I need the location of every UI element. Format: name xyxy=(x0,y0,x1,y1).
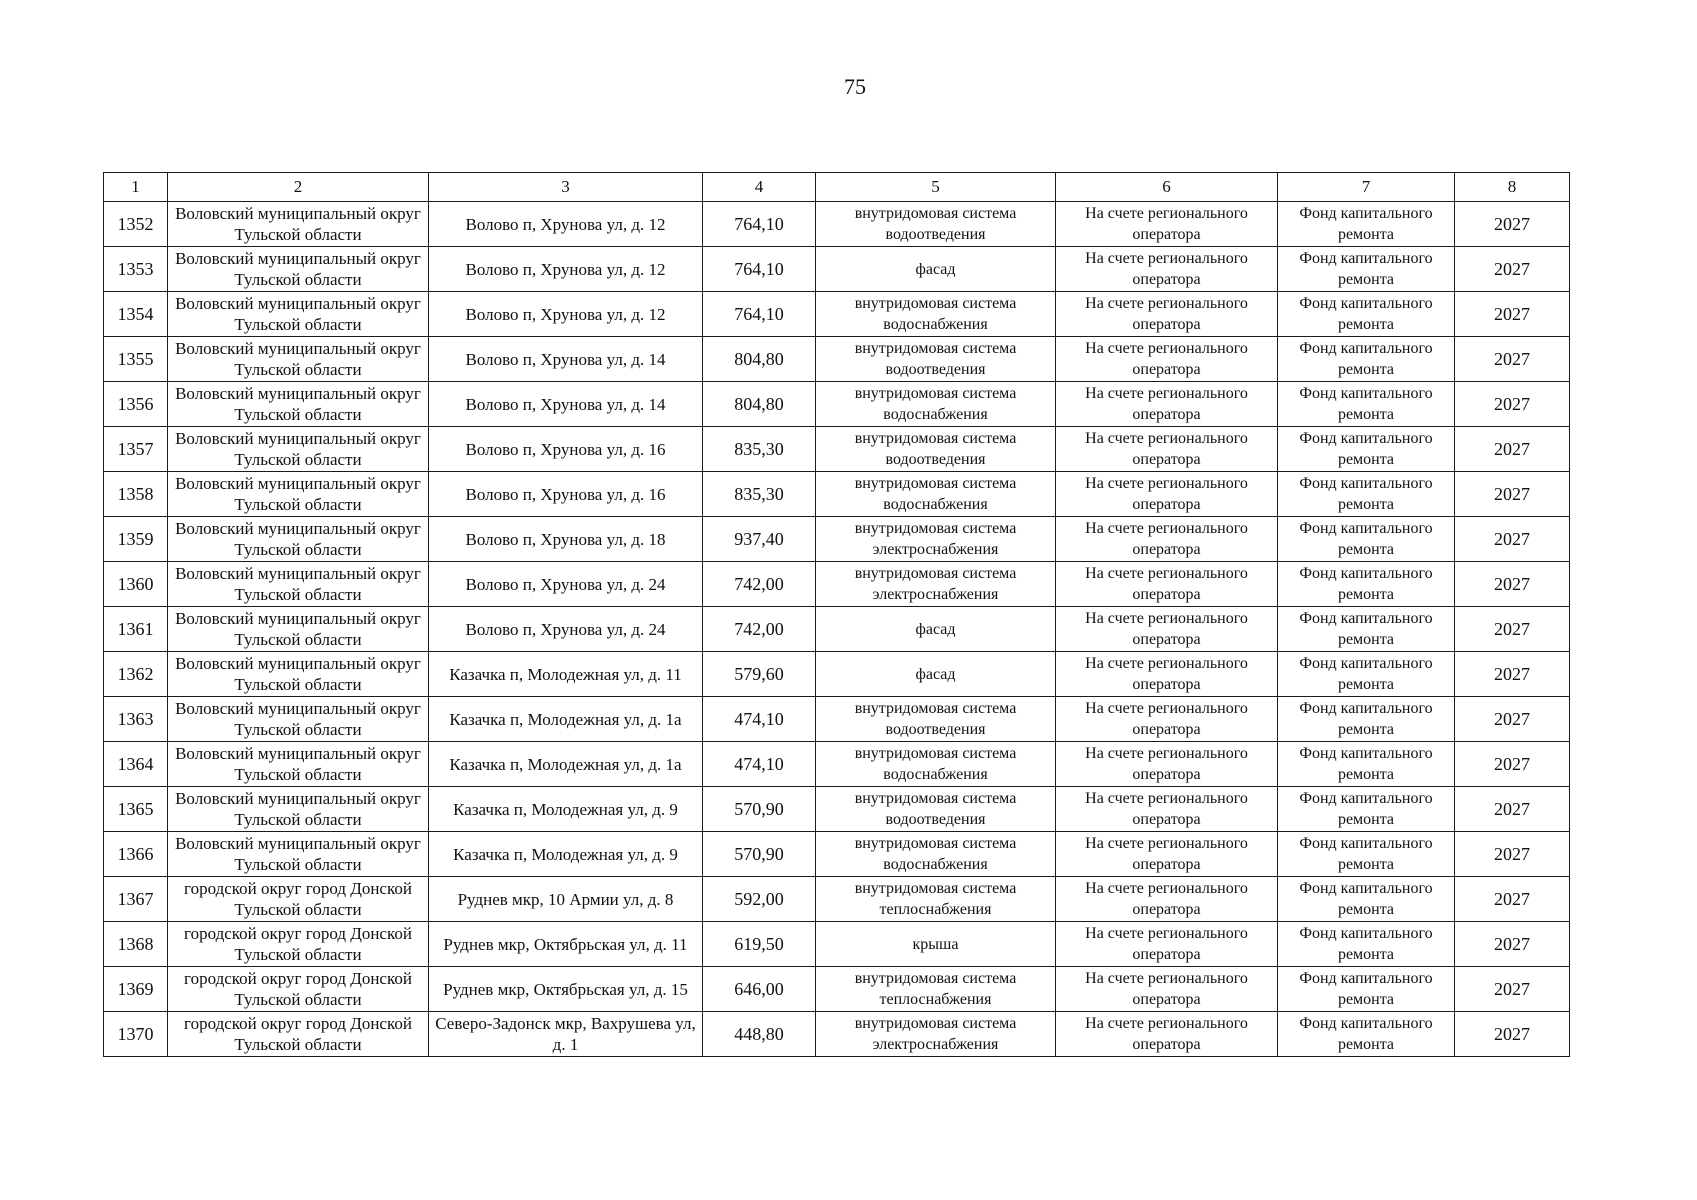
address-cell: Волово п, Хрунова ул, д. 12 xyxy=(429,247,703,292)
year-cell: 2027 xyxy=(1455,922,1570,967)
account-cell: На счете регионального оператора xyxy=(1056,202,1278,247)
address-cell: Руднев мкр, Октябрьская ул, д. 11 xyxy=(429,922,703,967)
area-cell: 570,90 xyxy=(703,832,816,877)
account-cell: На счете регионального оператора xyxy=(1056,742,1278,787)
area-cell: 619,50 xyxy=(703,922,816,967)
area-cell: 835,30 xyxy=(703,427,816,472)
row-number: 1365 xyxy=(104,787,168,832)
account-cell: На счете регионального оператора xyxy=(1056,1012,1278,1057)
area-cell: 592,00 xyxy=(703,877,816,922)
row-number: 1359 xyxy=(104,517,168,562)
funding-source-cell: Фонд капитального ремонта xyxy=(1278,337,1455,382)
row-number: 1360 xyxy=(104,562,168,607)
account-cell: На счете регионального оператора xyxy=(1056,922,1278,967)
funding-source-cell: Фонд капитального ремонта xyxy=(1278,787,1455,832)
account-cell: На счете регионального оператора xyxy=(1056,607,1278,652)
row-number: 1363 xyxy=(104,697,168,742)
municipality-cell: Воловский муниципальный округ Тульской области xyxy=(168,382,429,427)
municipality-cell: Воловский муниципальный округ Тульской области xyxy=(168,652,429,697)
address-cell: Казачка п, Молодежная ул, д. 9 xyxy=(429,787,703,832)
table-row xyxy=(104,292,1570,337)
column-header: 8 xyxy=(1455,173,1570,202)
account-cell: На счете регионального оператора xyxy=(1056,247,1278,292)
work-type-cell: внутридомовая система теплоснабжения xyxy=(816,967,1056,1012)
column-header: 2 xyxy=(168,173,429,202)
municipality-cell: Воловский муниципальный округ Тульской области xyxy=(168,202,429,247)
table-row xyxy=(104,382,1570,427)
year-cell: 2027 xyxy=(1455,562,1570,607)
area-cell: 937,40 xyxy=(703,517,816,562)
funding-source-cell: Фонд капитального ремонта xyxy=(1278,292,1455,337)
column-header: 3 xyxy=(429,173,703,202)
work-type-cell: внутридомовая система водоотведения xyxy=(816,697,1056,742)
year-cell: 2027 xyxy=(1455,742,1570,787)
address-cell: Волово п, Хрунова ул, д. 12 xyxy=(429,202,703,247)
column-header: 5 xyxy=(816,173,1056,202)
year-cell: 2027 xyxy=(1455,337,1570,382)
work-type-cell: фасад xyxy=(816,247,1056,292)
work-type-cell: внутридомовая система водоснабжения xyxy=(816,382,1056,427)
funding-source-cell: Фонд капитального ремонта xyxy=(1278,247,1455,292)
funding-source-cell: Фонд капитального ремонта xyxy=(1278,832,1455,877)
table-row xyxy=(104,832,1570,877)
funding-source-cell: Фонд капитального ремонта xyxy=(1278,202,1455,247)
row-number: 1361 xyxy=(104,607,168,652)
table-row xyxy=(104,967,1570,1012)
area-cell: 646,00 xyxy=(703,967,816,1012)
funding-source-cell: Фонд капитального ремонта xyxy=(1278,652,1455,697)
row-number: 1367 xyxy=(104,877,168,922)
area-cell: 570,90 xyxy=(703,787,816,832)
year-cell: 2027 xyxy=(1455,787,1570,832)
municipality-cell: Воловский муниципальный округ Тульской области xyxy=(168,337,429,382)
table-row xyxy=(104,202,1570,247)
table-row xyxy=(104,922,1570,967)
work-type-cell: фасад xyxy=(816,652,1056,697)
account-cell: На счете регионального оператора xyxy=(1056,472,1278,517)
table-row xyxy=(104,337,1570,382)
account-cell: На счете регионального оператора xyxy=(1056,337,1278,382)
column-header: 7 xyxy=(1278,173,1455,202)
address-cell: Руднев мкр, Октябрьская ул, д. 15 xyxy=(429,967,703,1012)
account-cell: На счете регионального оператора xyxy=(1056,967,1278,1012)
municipality-cell: Воловский муниципальный округ Тульской области xyxy=(168,562,429,607)
table-header-row xyxy=(104,173,1570,202)
municipality-cell: Воловский муниципальный округ Тульской области xyxy=(168,607,429,652)
table-row xyxy=(104,427,1570,472)
area-cell: 764,10 xyxy=(703,202,816,247)
year-cell: 2027 xyxy=(1455,517,1570,562)
column-header: 1 xyxy=(104,173,168,202)
area-cell: 474,10 xyxy=(703,742,816,787)
work-type-cell: внутридомовая система водоотведения xyxy=(816,787,1056,832)
address-cell: Волово п, Хрунова ул, д. 14 xyxy=(429,337,703,382)
work-type-cell: внутридомовая система водоснабжения xyxy=(816,472,1056,517)
work-type-cell: внутридомовая система водоотведения xyxy=(816,337,1056,382)
work-type-cell: внутридомовая система водоснабжения xyxy=(816,832,1056,877)
address-cell: Волово п, Хрунова ул, д. 24 xyxy=(429,607,703,652)
funding-source-cell: Фонд капитального ремонта xyxy=(1278,1012,1455,1057)
funding-source-cell: Фонд капитального ремонта xyxy=(1278,517,1455,562)
account-cell: На счете регионального оператора xyxy=(1056,832,1278,877)
work-type-cell: внутридомовая система электроснабжения xyxy=(816,517,1056,562)
row-number: 1358 xyxy=(104,472,168,517)
municipality-cell: Воловский муниципальный округ Тульской области xyxy=(168,787,429,832)
row-number: 1356 xyxy=(104,382,168,427)
funding-source-cell: Фонд капитального ремонта xyxy=(1278,967,1455,1012)
funding-source-cell: Фонд капитального ремонта xyxy=(1278,877,1455,922)
table-row xyxy=(104,652,1570,697)
municipality-cell: городской округ город Донской Тульской области xyxy=(168,967,429,1012)
year-cell: 2027 xyxy=(1455,292,1570,337)
funding-source-cell: Фонд капитального ремонта xyxy=(1278,562,1455,607)
year-cell: 2027 xyxy=(1455,652,1570,697)
year-cell: 2027 xyxy=(1455,202,1570,247)
area-cell: 448,80 xyxy=(703,1012,816,1057)
address-cell: Руднев мкр, 10 Армии ул, д. 8 xyxy=(429,877,703,922)
municipality-cell: городской округ город Донской Тульской области xyxy=(168,922,429,967)
funding-source-cell: Фонд капитального ремонта xyxy=(1278,472,1455,517)
row-number: 1357 xyxy=(104,427,168,472)
municipality-cell: Воловский муниципальный округ Тульской области xyxy=(168,517,429,562)
address-cell: Волово п, Хрунова ул, д. 24 xyxy=(429,562,703,607)
account-cell: На счете регионального оператора xyxy=(1056,427,1278,472)
row-number: 1353 xyxy=(104,247,168,292)
area-cell: 742,00 xyxy=(703,607,816,652)
work-type-cell: внутридомовая система водоотведения xyxy=(816,202,1056,247)
work-type-cell: внутридомовая система теплоснабжения xyxy=(816,877,1056,922)
work-type-cell: крыша xyxy=(816,922,1056,967)
column-header: 4 xyxy=(703,173,816,202)
row-number: 1368 xyxy=(104,922,168,967)
municipality-cell: Воловский муниципальный округ Тульской области xyxy=(168,427,429,472)
area-cell: 742,00 xyxy=(703,562,816,607)
funding-source-cell: Фонд капитального ремонта xyxy=(1278,697,1455,742)
work-type-cell: внутридомовая система электроснабжения xyxy=(816,1012,1056,1057)
address-cell: Волово п, Хрунова ул, д. 18 xyxy=(429,517,703,562)
address-cell: Казачка п, Молодежная ул, д. 1а xyxy=(429,697,703,742)
year-cell: 2027 xyxy=(1455,607,1570,652)
account-cell: На счете регионального оператора xyxy=(1056,382,1278,427)
account-cell: На счете регионального оператора xyxy=(1056,292,1278,337)
address-cell: Казачка п, Молодежная ул, д. 9 xyxy=(429,832,703,877)
area-cell: 804,80 xyxy=(703,382,816,427)
account-cell: На счете регионального оператора xyxy=(1056,787,1278,832)
address-cell: Северо-Задонск мкр, Вахрушева ул, д. 1 xyxy=(429,1012,703,1057)
account-cell: На счете регионального оператора xyxy=(1056,652,1278,697)
year-cell: 2027 xyxy=(1455,472,1570,517)
row-number: 1354 xyxy=(104,292,168,337)
year-cell: 2027 xyxy=(1455,877,1570,922)
table-row xyxy=(104,607,1570,652)
row-number: 1370 xyxy=(104,1012,168,1057)
table-row xyxy=(104,1012,1570,1057)
address-cell: Казачка п, Молодежная ул, д. 11 xyxy=(429,652,703,697)
funding-source-cell: Фонд капитального ремонта xyxy=(1278,922,1455,967)
work-type-cell: внутридомовая система водоснабжения xyxy=(816,742,1056,787)
area-cell: 474,10 xyxy=(703,697,816,742)
row-number: 1369 xyxy=(104,967,168,1012)
municipality-cell: Воловский муниципальный округ Тульской области xyxy=(168,472,429,517)
funding-source-cell: Фонд капитального ремонта xyxy=(1278,607,1455,652)
year-cell: 2027 xyxy=(1455,967,1570,1012)
year-cell: 2027 xyxy=(1455,1012,1570,1057)
area-cell: 835,30 xyxy=(703,472,816,517)
address-cell: Казачка п, Молодежная ул, д. 1а xyxy=(429,742,703,787)
account-cell: На счете регионального оператора xyxy=(1056,697,1278,742)
work-type-cell: внутридомовая система электроснабжения xyxy=(816,562,1056,607)
municipality-cell: городской округ город Донской Тульской области xyxy=(168,877,429,922)
row-number: 1352 xyxy=(104,202,168,247)
account-cell: На счете регионального оператора xyxy=(1056,877,1278,922)
municipality-cell: Воловский муниципальный округ Тульской области xyxy=(168,832,429,877)
table-row xyxy=(104,562,1570,607)
work-type-cell: фасад xyxy=(816,607,1056,652)
work-type-cell: внутридомовая система водоснабжения xyxy=(816,292,1056,337)
year-cell: 2027 xyxy=(1455,832,1570,877)
area-cell: 804,80 xyxy=(703,337,816,382)
area-cell: 764,10 xyxy=(703,247,816,292)
funding-source-cell: Фонд капитального ремонта xyxy=(1278,382,1455,427)
table-row xyxy=(104,877,1570,922)
municipality-cell: Воловский муниципальный округ Тульской области xyxy=(168,247,429,292)
area-cell: 579,60 xyxy=(703,652,816,697)
page-number: 75 xyxy=(844,74,866,99)
address-cell: Волово п, Хрунова ул, д. 16 xyxy=(429,427,703,472)
funding-source-cell: Фонд капитального ремонта xyxy=(1278,427,1455,472)
year-cell: 2027 xyxy=(1455,247,1570,292)
account-cell: На счете регионального оператора xyxy=(1056,562,1278,607)
work-type-cell: внутридомовая система водоотведения xyxy=(816,427,1056,472)
row-number: 1364 xyxy=(104,742,168,787)
table-row xyxy=(104,517,1570,562)
area-cell: 764,10 xyxy=(703,292,816,337)
column-header: 6 xyxy=(1056,173,1278,202)
address-cell: Волово п, Хрунова ул, д. 12 xyxy=(429,292,703,337)
municipality-cell: Воловский муниципальный округ Тульской области xyxy=(168,742,429,787)
funding-source-cell: Фонд капитального ремонта xyxy=(1278,742,1455,787)
row-number: 1362 xyxy=(104,652,168,697)
account-cell: На счете регионального оператора xyxy=(1056,517,1278,562)
year-cell: 2027 xyxy=(1455,382,1570,427)
address-cell: Волово п, Хрунова ул, д. 14 xyxy=(429,382,703,427)
year-cell: 2027 xyxy=(1455,427,1570,472)
row-number: 1355 xyxy=(104,337,168,382)
capital-repair-table xyxy=(103,172,1570,1057)
table-row xyxy=(104,787,1570,832)
year-cell: 2027 xyxy=(1455,697,1570,742)
row-number: 1366 xyxy=(104,832,168,877)
municipality-cell: Воловский муниципальный округ Тульской области xyxy=(168,697,429,742)
address-cell: Волово п, Хрунова ул, д. 16 xyxy=(429,472,703,517)
table-row xyxy=(104,697,1570,742)
table-row xyxy=(104,472,1570,517)
table-row xyxy=(104,247,1570,292)
table-row xyxy=(104,742,1570,787)
municipality-cell: Воловский муниципальный округ Тульской области xyxy=(168,292,429,337)
municipality-cell: городской округ город Донской Тульской области xyxy=(168,1012,429,1057)
